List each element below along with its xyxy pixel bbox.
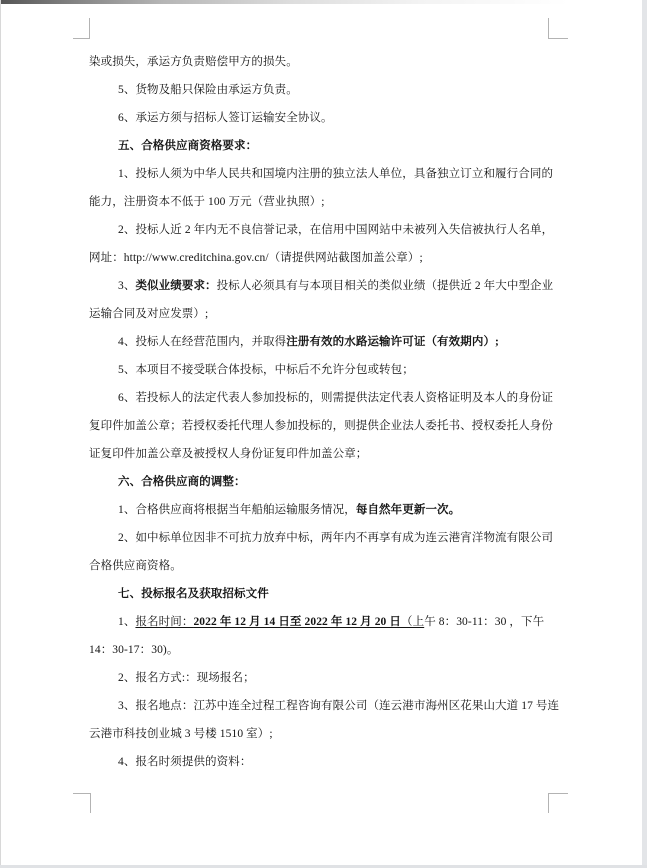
document-text-area: [89, 48, 559, 776]
text-segment: 1、: [118, 616, 136, 628]
doc-line: [89, 580, 559, 608]
text-segment: 1、投标人须为中华人民共和国境内注册的独立法人单位，具备独立订立和履行合同的: [118, 168, 554, 180]
bold-text-segment: 每自然年更新一次。: [355, 504, 461, 516]
text-segment: 运输合同及对应发票）;: [89, 308, 209, 320]
doc-line: [89, 608, 559, 636]
doc-line: [89, 76, 559, 104]
margin-mark-top-left: [73, 18, 90, 39]
doc-line: [89, 104, 559, 132]
doc-line: [89, 216, 559, 244]
text-segment: 14：30-17：30)。: [89, 644, 179, 656]
bold-text-segment: 七、投标报名及获取招标文件: [118, 588, 269, 600]
doc-line: [89, 524, 559, 552]
text-segment: 染或损失，承运方负责赔偿甲方的损失。: [89, 56, 298, 68]
doc-line: [89, 272, 559, 300]
page-edge-right: [642, 0, 647, 868]
text-segment: 云港市科技创业城 3 号楼 1510 室）;: [89, 728, 273, 740]
doc-line: [89, 552, 559, 580]
doc-line: [89, 160, 559, 188]
underlined-text-segment: （上: [400, 616, 425, 628]
margin-mark-top-right: [548, 18, 568, 39]
doc-line: [89, 748, 559, 776]
text-segment: 网址：http://www.creditchina.gov.cn/（请提供网站截图加盖公章）;: [89, 252, 423, 264]
page-top-shadow: [0, 0, 647, 4]
doc-line: [89, 440, 559, 468]
text-segment: 合格供应商资格。: [89, 560, 182, 572]
text-segment: 2、报名方式:：现场报名；: [118, 672, 255, 684]
margin-mark-bottom-left: [73, 793, 91, 813]
doc-line: [89, 188, 559, 216]
text-segment: 复印件加盖公章；若授权委托代理人参加投标的，则提供企业法人委托书、授权委托人身份: [89, 420, 553, 432]
text-segment: 午 8：30-11：30 ，下午: [424, 616, 545, 628]
text-segment: 5、货物及船只保险由承运方负责。: [118, 84, 298, 96]
bold-text-segment: 类似业绩要求：: [135, 280, 217, 292]
text-segment: 4、报名时须提供的资料：: [118, 756, 252, 768]
doc-line: [89, 328, 559, 356]
page-edge-left: [0, 0, 1, 868]
underlined-text-segment: 报名时间：: [135, 616, 194, 628]
text-segment: 1、合格供应商将根据当年船舶运输服务情况，: [118, 504, 356, 516]
doc-line: [89, 244, 559, 272]
doc-line: [89, 48, 559, 76]
doc-line: [89, 412, 559, 440]
text-segment: 6、承运方须与招标人签订运输安全协议。: [118, 112, 333, 124]
doc-line: [89, 496, 559, 524]
bold-text-segment: 2022 年 12 月 14 日至 2022 年 12 月 20 日: [193, 616, 401, 628]
doc-line: [89, 300, 559, 328]
bold-text-segment: 五、合格供应商资格要求：: [118, 140, 258, 152]
doc-line: [89, 692, 559, 720]
doc-line: [89, 636, 559, 664]
text-segment: 5、本项目不接受联合体投标，中标后不允许分包或转包；: [118, 364, 414, 376]
bold-text-segment: 注册有效的水路运输许可证（有效期内）;: [286, 336, 499, 348]
text-segment: 4、投标人在经营范围内，并取得: [118, 336, 287, 348]
text-segment: 6、若投标人的法定代表人参加投标的，则需提供法定代表人资格证明及本人的身份证: [118, 392, 554, 404]
margin-mark-bottom-right: [548, 793, 568, 813]
doc-line: [89, 720, 559, 748]
text-segment: 2、投标人近 2 年内无不良信誉记录，在信用中国网站中未被列入失信被执行人名单，: [118, 224, 554, 236]
doc-line: [89, 468, 559, 496]
doc-line: [89, 356, 559, 384]
doc-line: [89, 384, 559, 412]
text-segment: 能力，注册资本不低于 100 万元（营业执照）;: [89, 196, 325, 208]
text-segment: 3、报名地点：江苏中连全过程工程咨询有限公司（连云港市海州区花果山大道 17 号连: [118, 700, 560, 712]
doc-line: [89, 132, 559, 160]
text-segment: 证复印件加盖公章及被授权人身份证复印件加盖公章；: [89, 448, 368, 460]
doc-line: [89, 664, 559, 692]
text-segment: 投标人必须具有与本项目相关的类似业绩（提供近 2 年大中型企业: [216, 280, 554, 292]
text-segment: 2、如中标单位因非不可抗力放弃中标，两年内不再享有成为连云港宵洋物流有限公司: [118, 532, 554, 544]
text-segment: 3、: [118, 280, 136, 292]
bold-text-segment: 六、合格供应商的调整：: [118, 476, 246, 488]
